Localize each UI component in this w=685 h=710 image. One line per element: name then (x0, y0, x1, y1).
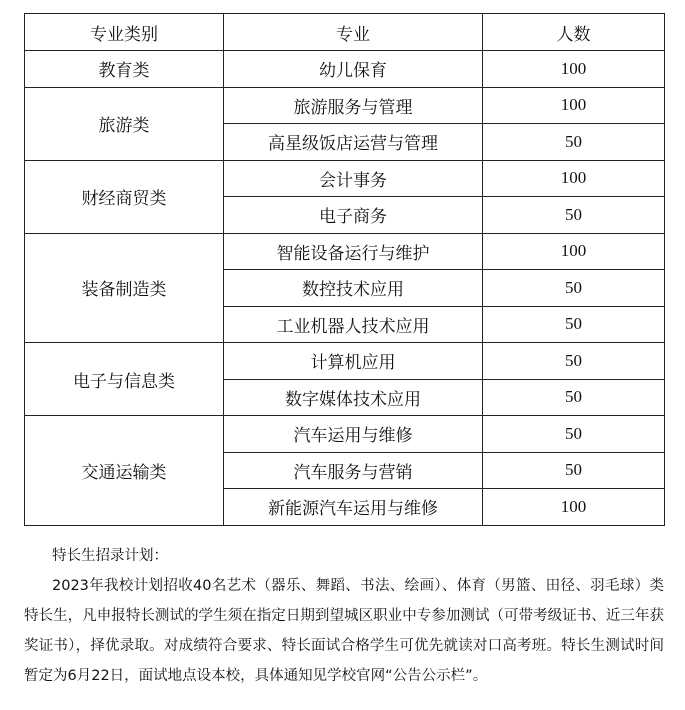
notes-title: 特长生招录计划： (52, 548, 168, 564)
category-cell: 教育类 (25, 51, 224, 88)
category-cell: 电子与信息类 (25, 343, 224, 416)
table-row (25, 87, 665, 124)
enrollment-table (24, 13, 665, 526)
header-category: 专业类别 (25, 14, 224, 51)
count-cell: 100 (483, 489, 665, 526)
count-cell: 50 (483, 343, 665, 380)
major-cell: 幼儿保育 (224, 51, 483, 88)
count-cell: 50 (483, 124, 665, 161)
major-cell: 智能设备运行与维护 (224, 233, 483, 270)
table-row (25, 51, 665, 88)
table-row (25, 343, 665, 380)
major-cell: 汽车运用与维修 (224, 416, 483, 453)
count-cell: 100 (483, 51, 665, 88)
header-major: 专业 (224, 14, 483, 51)
major-cell: 电子商务 (224, 197, 483, 234)
major-cell: 数控技术应用 (224, 270, 483, 307)
table-row (25, 160, 665, 197)
count-cell: 50 (483, 452, 665, 489)
major-cell: 会计事务 (224, 160, 483, 197)
category-cell: 装备制造类 (25, 233, 224, 343)
category-cell: 交通运输类 (25, 416, 224, 526)
notes-paragraph: 2023年我校计划招收40名艺术（器乐、舞蹈、书法、绘画）、体育（男篮、田径、羽毛球）类特长生，凡申报特长测试的学生须在指定日期到望城区职业中专参加测试（可带考级证书、近三年获奖证书），择优录取。对成绩符合要求、特长面试合格学生可优先就读对口高考班。特长生测试时间暂定为6月22日，面试地点设本校，具体通知见学校官网“公告公示栏”。 (24, 578, 664, 684)
count-cell: 100 (483, 233, 665, 270)
count-cell: 50 (483, 197, 665, 234)
major-cell: 旅游服务与管理 (224, 87, 483, 124)
major-cell: 新能源汽车运用与维修 (224, 489, 483, 526)
major-cell: 高星级饭店运营与管理 (224, 124, 483, 161)
table-row (25, 416, 665, 453)
major-cell: 数字媒体技术应用 (224, 379, 483, 416)
count-cell: 50 (483, 416, 665, 453)
specialty-notes (24, 541, 664, 691)
table-header-row (25, 14, 665, 51)
table-row (25, 233, 665, 270)
major-cell: 计算机应用 (224, 343, 483, 380)
major-cell: 工业机器人技术应用 (224, 306, 483, 343)
count-cell: 100 (483, 160, 665, 197)
count-cell: 50 (483, 306, 665, 343)
count-cell: 50 (483, 270, 665, 307)
category-cell: 旅游类 (25, 87, 224, 160)
count-cell: 100 (483, 87, 665, 124)
header-count: 人数 (483, 14, 665, 51)
major-cell: 汽车服务与营销 (224, 452, 483, 489)
category-cell: 财经商贸类 (25, 160, 224, 233)
count-cell: 50 (483, 379, 665, 416)
